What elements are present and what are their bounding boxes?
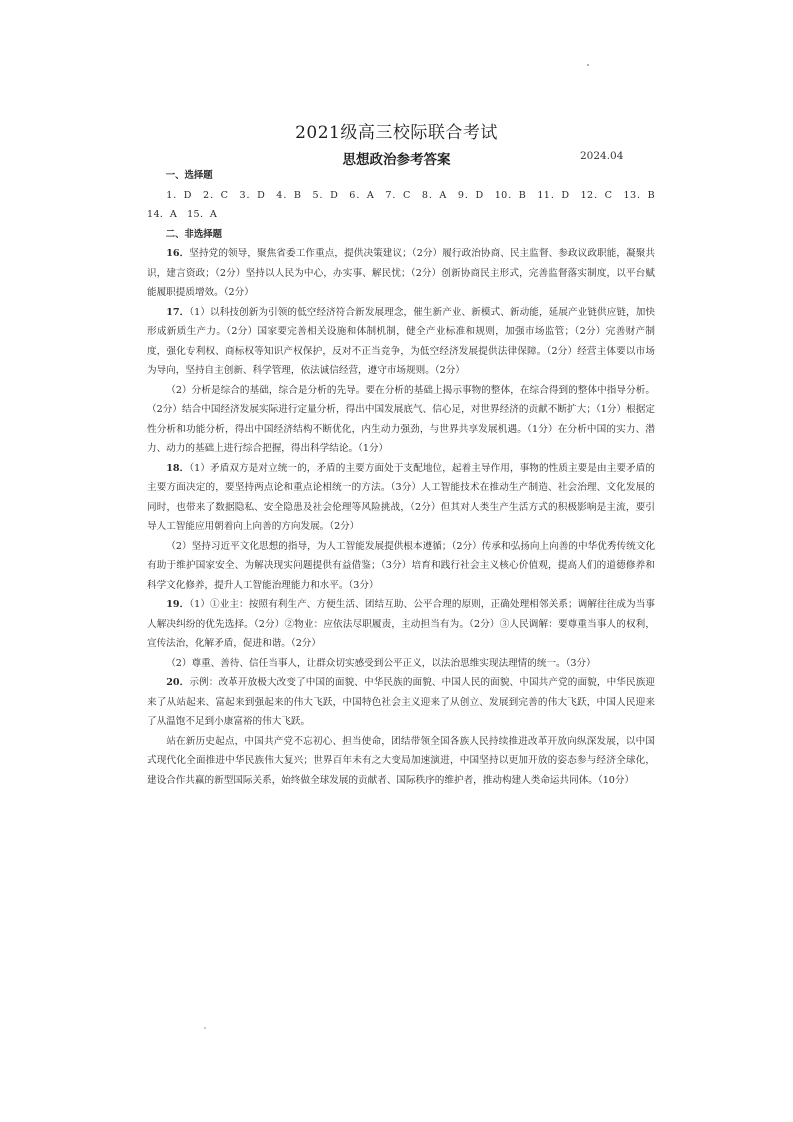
answer-body — [147, 166, 665, 790]
exam-title: 2021级高三校际联合考试 — [295, 123, 498, 143]
section-heading-choice: 一、选择题 — [165, 170, 213, 181]
question-number: 20． — [166, 677, 190, 688]
answer-text: 示例：改革开放极大改变了中国的面貌、中华民族的面貌、中国人民的面貌、中国共产党的面貌，中华民族迎来了从站起来、富起来到强起来的伟大飞跃，中国特色社会主义迎来了从创立、发展到完善的伟大飞跃，中国人民迎来了从温饱不足到小康富裕的伟大飞跃。 — [147, 677, 655, 727]
answer-18-1 — [147, 459, 655, 537]
section-heading-nonchoice: 二、非选择题 — [165, 228, 223, 240]
question-number: 16． — [166, 248, 190, 259]
answer-20-2: 站在新历史起点，中国共产党不忘初心、担当使命，团结带领全国各族人民持续推进改革开放向纵深发展，以中国式现代化全面推进中华民族伟大复兴；世界百年未有之大变局加速演进，中国坚持以更加开放的姿态参与经济全球化，建设合作共赢的新型国际关系，始终做全球发展的贡献者、国际秩序的维护者，推动构建人类命运共同体。（10分） — [147, 735, 655, 786]
question-number: 17． — [166, 306, 190, 318]
scan-speck — [587, 64, 589, 66]
answer-key-subtitle: 思想政治参考答案 — [342, 152, 451, 168]
answer-17-1 — [147, 303, 655, 381]
exam-date: 2024.04 — [580, 150, 624, 162]
answer-text: （1）①业主：按照有利生产、方便生活、团结互助、公平合理的原则，正确处理相邻关系；调解往往成为当事人解决纠纷的优先选择。（2分）②物业：应依法尽职履责，主动担当有为。（2分）③人民调解：要尊重当事人的权利，宣传法治，化解矛盾，促进和谐。（2分） — [147, 599, 655, 649]
question-number: 19． — [166, 599, 190, 610]
answer-text: （1）矛盾双方是对立统一的，矛盾的主要方面处于支配地位，起着主导作用，事物的性质主要是由主要矛盾的主要方面决定的，要坚持两点论和重点论相统一的方法。（3分）人工智能技术在推动生产制造、社会治理、文化发展的同时，也带来了数据隐私、安全隐患及社会伦理等风险挑战，（2分）但其对人类生产生活方式的积极影响是主流，要引导人工智能应用朝着向上向善的方向发展。（2分） — [147, 462, 655, 532]
answer-19-2: （2）尊重、善待、信任当事人，让群众切实感受到公平正义，以法治思维实现法理情的统一。（3分） — [166, 657, 596, 669]
answer-17-2: （2）分析是综合的基础，综合是分析的先导。要在分析的基础上揭示事物的整体，在综合得到的整体中指导分析。（2分）结合中国经济发展实际进行定量分析，得出中国发展底气、信心足，对世界经济的贡献不断扩大；（1分）根据定性分析和功能分析，得出中国经济结构不断优化，内生动力强劲，与世界共享发展机遇。（1分）在分析中国的实力、潜力、动力的基础上进行综合把握，得出科学结论。（1分） — [147, 384, 655, 454]
scan-speck — [204, 1027, 206, 1029]
subtitle-row — [0, 148, 793, 168]
answer-19-1 — [147, 595, 655, 654]
answer-16 — [147, 244, 655, 303]
answer-text: （1）以科技创新为引领的低空经济符合新发展理念，催生新产业、新模式、新动能，延展产业链供应链，加快形成新质生产力。（2分）国家要完善相关设施和体制机制，健全产业标准和规则，加强市场监管；（2分）完善财产制度，强化专利权、商标权等知识产权保护，反对不正当竞争，为低空经济发展提供法律保障。（2分）经营主体要以市场为导向，坚持自主创新、科学管理，依法诚信经营，遵守市场规则。（2分） — [147, 306, 655, 376]
answer-18-2: （2）坚持习近平文化思想的指导，为人工智能发展提供根本遵循；（2分）传承和弘扬向上向善的中华优秀传统文化有助于维护国家安全、为解决现实问题提供有益借鉴；（3分）培育和践行社会主义核心价值观，提高人们的道德修养和科学文化修养，提升人工智能治理能力和水平。（3分） — [147, 540, 655, 591]
answer-text: 坚持党的领导，聚焦省委工作重点，提供决策建议；（2分）履行政治协商、民主监督、参政议政职能，凝聚共识，建言资政；（2分）坚持以人民为中心，办实事、解民忧；（2分）创新协商民主形式，完善监督落实制度，以平台赋能履职提质增效。（2分） — [147, 248, 655, 298]
answer-20-1 — [147, 673, 655, 732]
question-number: 18． — [166, 462, 190, 474]
choice-answers: 1．D 2．C 3．D 4．B 5．D 6．A 7．C 8．A 9．D 10．B 11．D 12．C 13．B 14．A 15．A — [147, 189, 665, 220]
